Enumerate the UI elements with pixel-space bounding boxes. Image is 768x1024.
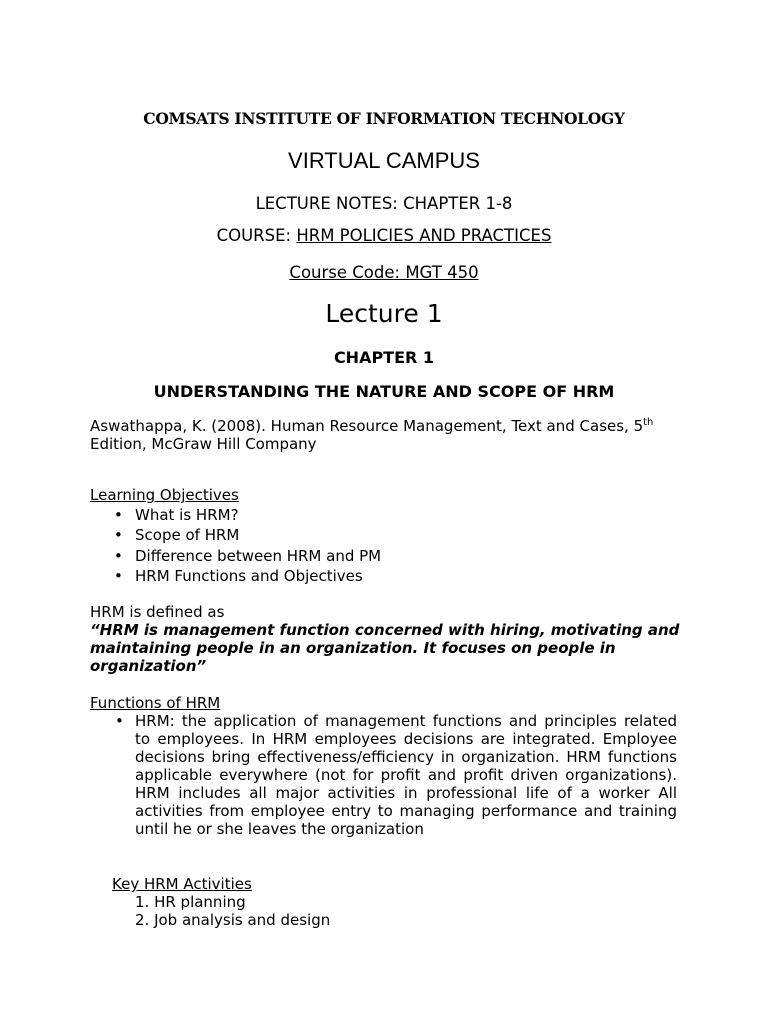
campus-title: VIRTUAL CAMPUS [288,148,480,173]
definition-heading: HRM is defined as [90,603,225,621]
bullet-icon: • [114,546,123,565]
reference-citation: Aswathappa, K. (2008). Human Resource Management, Text and Cases, 5th Edition, McGraw Hill Company [90,417,654,453]
list-item: 2. Job analysis and design [135,911,331,929]
course-code: Course Code: MGT 450 [289,263,479,282]
list-item: • Scope of HRM [114,526,240,545]
key-activities-list [135,893,330,929]
institute-name: COMSATS INSTITUTE OF INFORMATION TECHNOLOGY [143,109,625,128]
list-item: • HRM Functions and Objectives [114,566,363,585]
course-label: COURSE: [216,226,297,245]
lecture-notes-title: LECTURE NOTES: CHAPTER 1-8 [255,194,513,213]
list-item: 1. HR planning [135,893,246,911]
learning-objectives-heading: Learning Objectives [90,486,239,504]
bullet-icon: • [114,506,123,524]
key-activities-heading: Key HRM Activities [112,875,252,893]
functions-description: HRM: the application of management functions and principles related to employees. In HRM employees decisions are integrated. Employee decisions bring effectiveness/efficiency in organization. HRM functions applicable everywhere (not for profit and profit driven organizations). HRM includes all major activities in professional life of a worker All activities from employee entry to managing performance and training until he or she leaves the organization [135,712,677,838]
bullet-icon: • [114,526,123,545]
list-item: • Difference between HRM and PM [114,546,382,565]
functions-heading: Functions of HRM [90,694,221,712]
bullet-icon: • [114,566,123,585]
course-line [0,226,768,245]
superscript-th: th [643,417,654,428]
list-item: • What is HRM? [114,506,239,524]
chapter-number: CHAPTER 1 [333,348,435,367]
definition-quote: “HRM is management function concerned with hiring, motivating and maintaining people in an organization. It focuses on people in organization” [90,621,680,675]
bullet-icon: • [115,712,124,730]
lecture-title: Lecture 1 [325,299,443,328]
learning-objectives-list [90,506,381,587]
course-name: HRM POLICIES AND PRACTICES [296,226,552,245]
chapter-title: UNDERSTANDING THE NATURE AND SCOPE OF HRM [153,382,615,401]
